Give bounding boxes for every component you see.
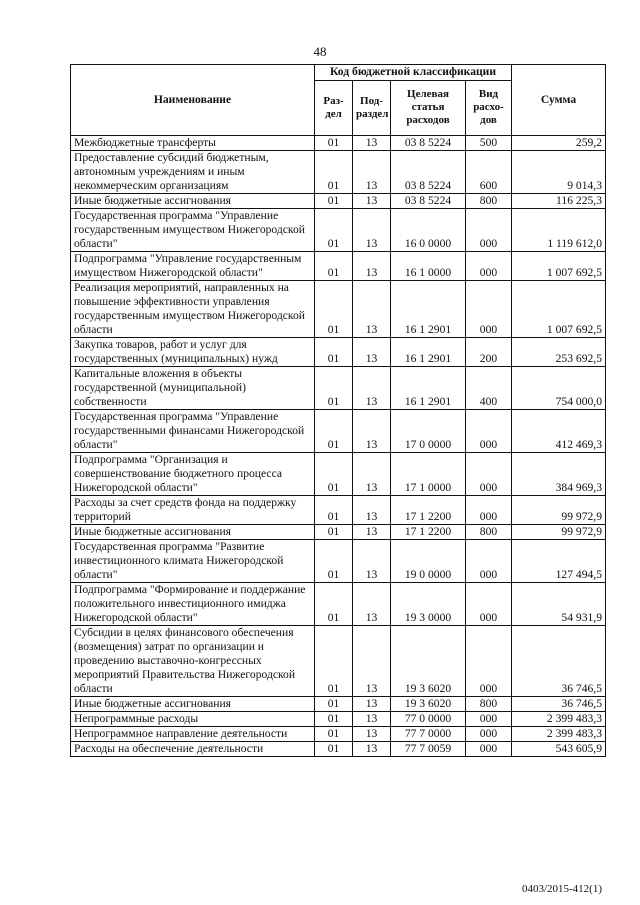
row-target-cell: 03 8 5224 bbox=[391, 194, 466, 209]
row-razdel-cell: 01 bbox=[315, 453, 353, 496]
table-row bbox=[71, 367, 606, 410]
table-row bbox=[71, 626, 606, 697]
table-row bbox=[71, 136, 606, 151]
row-vid-cell: 600 bbox=[466, 151, 512, 194]
row-vid-cell: 500 bbox=[466, 136, 512, 151]
row-vid-cell: 000 bbox=[466, 453, 512, 496]
table-row bbox=[71, 194, 606, 209]
header-podrazdel: Под- раздел bbox=[353, 80, 391, 135]
row-name-cell: Расходы за счет средств фонда на поддержку территорий bbox=[71, 496, 315, 525]
row-name-cell: Иные бюджетные ассигнования bbox=[71, 194, 315, 209]
table-row bbox=[71, 525, 606, 540]
row-podrazdel-cell: 13 bbox=[353, 453, 391, 496]
header-name: Наименование bbox=[71, 65, 315, 136]
row-razdel-cell: 01 bbox=[315, 194, 353, 209]
row-podrazdel-cell: 13 bbox=[353, 540, 391, 583]
row-target-cell: 16 1 0000 bbox=[391, 252, 466, 281]
header-code-group: Код бюджетной классификации bbox=[315, 65, 512, 81]
row-target-cell: 19 3 6020 bbox=[391, 626, 466, 697]
row-name-cell: Непрограммные расходы bbox=[71, 712, 315, 727]
row-name-cell: Государственная программа "Развитие инвестиционного климата Нижегородской области" bbox=[71, 540, 315, 583]
row-vid-cell: 000 bbox=[466, 281, 512, 338]
row-sum-cell: 54 931,9 bbox=[512, 583, 606, 626]
table-row bbox=[71, 281, 606, 338]
row-podrazdel-cell: 13 bbox=[353, 338, 391, 367]
row-target-cell: 17 1 2200 bbox=[391, 496, 466, 525]
row-target-cell: 19 0 0000 bbox=[391, 540, 466, 583]
row-podrazdel-cell: 13 bbox=[353, 367, 391, 410]
table-row bbox=[71, 151, 606, 194]
row-sum-cell: 253 692,5 bbox=[512, 338, 606, 367]
row-podrazdel-cell: 13 bbox=[353, 136, 391, 151]
row-target-cell: 16 1 2901 bbox=[391, 338, 466, 367]
row-podrazdel-cell: 13 bbox=[353, 209, 391, 252]
row-vid-cell: 000 bbox=[466, 742, 512, 757]
row-target-cell: 17 1 0000 bbox=[391, 453, 466, 496]
row-target-cell: 19 3 6020 bbox=[391, 697, 466, 712]
row-podrazdel-cell: 13 bbox=[353, 626, 391, 697]
row-name-cell: Предоставление субсидий бюджетным, автономным учреждениям и иным некоммерческим организациям bbox=[71, 151, 315, 194]
row-razdel-cell: 01 bbox=[315, 151, 353, 194]
row-name-cell: Закупка товаров, работ и услуг для государственных (муниципальных) нужд bbox=[71, 338, 315, 367]
row-name-cell: Иные бюджетные ассигнования bbox=[71, 697, 315, 712]
row-sum-cell: 99 972,9 bbox=[512, 525, 606, 540]
budget-table bbox=[70, 64, 606, 757]
row-sum-cell: 1 007 692,5 bbox=[512, 281, 606, 338]
row-razdel-cell: 01 bbox=[315, 281, 353, 338]
row-target-cell: 17 1 2200 bbox=[391, 525, 466, 540]
row-vid-cell: 000 bbox=[466, 712, 512, 727]
table-row bbox=[71, 252, 606, 281]
row-vid-cell: 000 bbox=[466, 252, 512, 281]
row-vid-cell: 000 bbox=[466, 496, 512, 525]
row-target-cell: 16 1 2901 bbox=[391, 281, 466, 338]
row-podrazdel-cell: 13 bbox=[353, 697, 391, 712]
table-row bbox=[71, 209, 606, 252]
table-row bbox=[71, 410, 606, 453]
row-sum-cell: 127 494,5 bbox=[512, 540, 606, 583]
table-row bbox=[71, 727, 606, 742]
row-target-cell: 19 3 0000 bbox=[391, 583, 466, 626]
row-target-cell: 03 8 5224 bbox=[391, 136, 466, 151]
row-podrazdel-cell: 13 bbox=[353, 496, 391, 525]
table-row bbox=[71, 583, 606, 626]
row-vid-cell: 000 bbox=[466, 626, 512, 697]
row-vid-cell: 000 bbox=[466, 583, 512, 626]
row-sum-cell: 36 746,5 bbox=[512, 626, 606, 697]
row-vid-cell: 200 bbox=[466, 338, 512, 367]
row-razdel-cell: 01 bbox=[315, 252, 353, 281]
row-podrazdel-cell: 13 bbox=[353, 525, 391, 540]
row-sum-cell: 2 399 483,3 bbox=[512, 712, 606, 727]
row-razdel-cell: 01 bbox=[315, 540, 353, 583]
row-sum-cell: 116 225,3 bbox=[512, 194, 606, 209]
row-podrazdel-cell: 13 bbox=[353, 712, 391, 727]
row-razdel-cell: 01 bbox=[315, 367, 353, 410]
row-target-cell: 16 1 2901 bbox=[391, 367, 466, 410]
row-razdel-cell: 01 bbox=[315, 136, 353, 151]
header-sum: Сумма bbox=[512, 65, 606, 136]
row-razdel-cell: 01 bbox=[315, 742, 353, 757]
row-name-cell: Подпрограмма "Управление государственным имуществом Нижегородской области" bbox=[71, 252, 315, 281]
row-sum-cell: 754 000,0 bbox=[512, 367, 606, 410]
row-sum-cell: 99 972,9 bbox=[512, 496, 606, 525]
row-vid-cell: 000 bbox=[466, 540, 512, 583]
row-name-cell: Межбюджетные трансферты bbox=[71, 136, 315, 151]
table-row bbox=[71, 697, 606, 712]
row-razdel-cell: 01 bbox=[315, 209, 353, 252]
row-name-cell: Реализация мероприятий, направленных на повышение эффективности управления государственным имуществом Нижегородской области bbox=[71, 281, 315, 338]
row-vid-cell: 000 bbox=[466, 727, 512, 742]
row-name-cell: Государственная программа "Управление государственными финансами Нижегородской области" bbox=[71, 410, 315, 453]
row-name-cell: Непрограммное направление деятельности bbox=[71, 727, 315, 742]
row-razdel-cell: 01 bbox=[315, 727, 353, 742]
header-vid: Вид расхо- дов bbox=[466, 80, 512, 135]
row-razdel-cell: 01 bbox=[315, 525, 353, 540]
row-podrazdel-cell: 13 bbox=[353, 151, 391, 194]
table-row bbox=[71, 712, 606, 727]
row-sum-cell: 412 469,3 bbox=[512, 410, 606, 453]
row-target-cell: 03 8 5224 bbox=[391, 151, 466, 194]
table-row bbox=[71, 742, 606, 757]
row-name-cell: Капитальные вложения в объекты государственной (муниципальной) собственности bbox=[71, 367, 315, 410]
row-razdel-cell: 01 bbox=[315, 712, 353, 727]
row-vid-cell: 000 bbox=[466, 209, 512, 252]
row-razdel-cell: 01 bbox=[315, 410, 353, 453]
row-sum-cell: 259,2 bbox=[512, 136, 606, 151]
row-name-cell: Подпрограмма "Формирование и поддержание положительного инвестиционного имиджа Нижегородской области" bbox=[71, 583, 315, 626]
table-row bbox=[71, 453, 606, 496]
row-name-cell: Субсидии в целях финансового обеспечения (возмещения) затрат по организации и проведению выставочно-конгрессных мероприятий Правительства Нижегородской области bbox=[71, 626, 315, 697]
row-name-cell: Иные бюджетные ассигнования bbox=[71, 525, 315, 540]
header-razdel: Раз- дел bbox=[315, 80, 353, 135]
row-razdel-cell: 01 bbox=[315, 697, 353, 712]
table-row bbox=[71, 338, 606, 367]
page-number: 48 bbox=[313, 44, 327, 59]
row-sum-cell: 9 014,3 bbox=[512, 151, 606, 194]
table-row bbox=[71, 540, 606, 583]
row-target-cell: 77 7 0000 bbox=[391, 727, 466, 742]
table-body bbox=[71, 136, 606, 757]
row-podrazdel-cell: 13 bbox=[353, 252, 391, 281]
row-vid-cell: 000 bbox=[466, 410, 512, 453]
row-sum-cell: 2 399 483,3 bbox=[512, 727, 606, 742]
row-razdel-cell: 01 bbox=[315, 626, 353, 697]
row-target-cell: 77 7 0059 bbox=[391, 742, 466, 757]
row-target-cell: 16 0 0000 bbox=[391, 209, 466, 252]
row-target-cell: 17 0 0000 bbox=[391, 410, 466, 453]
row-vid-cell: 400 bbox=[466, 367, 512, 410]
row-name-cell: Государственная программа "Управление государственным имуществом Нижегородской области" bbox=[71, 209, 315, 252]
document-code: 0403/2015-412(1) bbox=[521, 883, 602, 895]
row-sum-cell: 543 605,9 bbox=[512, 742, 606, 757]
row-sum-cell: 384 969,3 bbox=[512, 453, 606, 496]
row-podrazdel-cell: 13 bbox=[353, 194, 391, 209]
row-sum-cell: 1 007 692,5 bbox=[512, 252, 606, 281]
row-vid-cell: 800 bbox=[466, 194, 512, 209]
row-target-cell: 77 0 0000 bbox=[391, 712, 466, 727]
row-podrazdel-cell: 13 bbox=[353, 742, 391, 757]
row-sum-cell: 36 746,5 bbox=[512, 697, 606, 712]
row-razdel-cell: 01 bbox=[315, 583, 353, 626]
row-podrazdel-cell: 13 bbox=[353, 410, 391, 453]
row-name-cell: Подпрограмма "Организация и совершенствование бюджетного процесса Нижегородской области" bbox=[71, 453, 315, 496]
row-podrazdel-cell: 13 bbox=[353, 727, 391, 742]
row-sum-cell: 1 119 612,0 bbox=[512, 209, 606, 252]
table-row bbox=[71, 496, 606, 525]
row-name-cell: Расходы на обеспечение деятельности bbox=[71, 742, 315, 757]
row-razdel-cell: 01 bbox=[315, 496, 353, 525]
row-vid-cell: 800 bbox=[466, 525, 512, 540]
row-podrazdel-cell: 13 bbox=[353, 281, 391, 338]
header-target: Целевая статья расходов bbox=[391, 80, 466, 135]
row-vid-cell: 800 bbox=[466, 697, 512, 712]
row-razdel-cell: 01 bbox=[315, 338, 353, 367]
row-podrazdel-cell: 13 bbox=[353, 583, 391, 626]
